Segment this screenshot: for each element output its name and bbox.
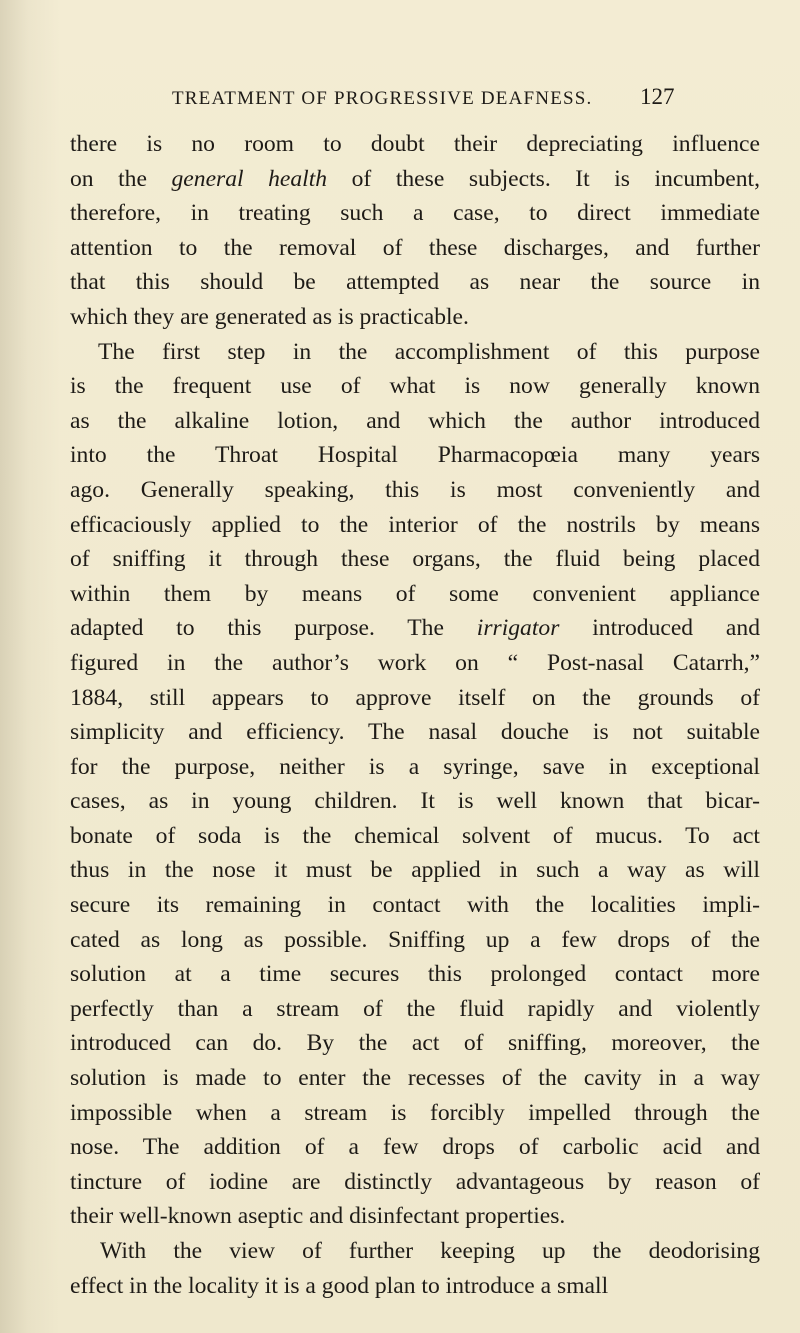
text-segment: their well-known aseptic and disinfectant properties.: [70, 1203, 566, 1230]
body-text: [70, 127, 760, 1303]
text-line: [70, 1026, 760, 1061]
text-segment: effect in the locality it is a good plan to introduce a small: [70, 1272, 609, 1299]
text-line: [70, 1199, 760, 1234]
text-line: [70, 1096, 760, 1131]
text-line: [70, 196, 760, 231]
text-segment: of sniffing it through these organs, the fluid being placed: [70, 546, 760, 573]
text-line: [70, 335, 760, 370]
text-line: [70, 1061, 760, 1096]
running-title: TREATMENT OF PROGRESSIVE DEAFNESS.: [172, 88, 593, 109]
text-line: [70, 369, 760, 404]
text-segment: thus in the nose it must be applied in such a way as will: [70, 857, 760, 884]
text-line: [70, 542, 760, 577]
text-line: [70, 1234, 760, 1269]
text-segment: efficaciously applied to the interior of the nostrils by means: [70, 511, 760, 538]
text-segment: nose. The addition of a few drops of carbolic acid and: [70, 1134, 760, 1161]
text-segment: perfectly than a stream of the fluid rapidly and violently: [70, 995, 760, 1022]
text-segment: solution is made to enter the recesses of the cavity in a way: [70, 1065, 760, 1092]
text-segment: figured in the author’s work on “ Post-nasal Catarrh,”: [70, 649, 760, 676]
text-segment: that this should be attempted as near the source in: [70, 269, 760, 296]
italic-text: general health: [171, 165, 328, 192]
text-segment: into the Throat Hospital Pharmacopœia many years: [70, 442, 760, 469]
text-segment: for the purpose, neither is a syringe, save in exceptional: [70, 753, 760, 780]
text-line: [70, 127, 760, 162]
text-line: [70, 992, 760, 1027]
page-number: 127: [640, 84, 675, 109]
text-segment: 1884, still appears to approve itself on the grounds of: [70, 684, 760, 711]
running-head: [0, 84, 800, 114]
text-segment: With the view of further keeping up the deodorising: [100, 1238, 760, 1264]
text-segment: there is no room to doubt their depreciating influence: [70, 131, 760, 157]
text-line: [70, 300, 760, 335]
text-segment: therefore, in treating such a case, to direct immediate: [70, 200, 760, 227]
text-segment: within them by means of some convenient appliance: [70, 580, 760, 607]
text-segment: introduced and: [559, 615, 760, 642]
text-segment: introduced can do. By the act of sniffing, moreover, the: [70, 1030, 760, 1057]
text-segment: The first step in the accomplishment of this purpose: [98, 338, 760, 365]
text-segment: bonate of soda is the chemical solvent of mucus. To act: [70, 822, 760, 849]
text-line: [70, 888, 760, 923]
text-line: [70, 784, 760, 819]
text-line: [70, 681, 760, 716]
text-line: [70, 473, 760, 508]
text-line: [70, 1269, 760, 1304]
text-line: [70, 750, 760, 785]
text-line: [70, 715, 760, 750]
text-segment: of these subjects. It is incumbent,: [327, 165, 761, 192]
text-line: [70, 1165, 760, 1200]
text-segment: attention to the removal of these discharges, and further: [70, 234, 760, 261]
text-segment: adapted to this purpose. The: [70, 615, 477, 642]
text-line: [70, 162, 760, 197]
text-segment: as the alkaline lotion, and which the author introduced: [70, 407, 760, 434]
text-segment: ago. Generally speaking, this is most conveniently and: [70, 476, 760, 503]
text-line: [70, 577, 760, 612]
italic-text: irrigator: [476, 615, 560, 642]
text-line: [70, 957, 760, 992]
text-line: [70, 508, 760, 543]
text-line: [70, 853, 760, 888]
text-line: [70, 923, 760, 958]
text-line: [70, 1130, 760, 1165]
text-line: [70, 265, 760, 300]
text-segment: which they are generated as is practicable.: [70, 303, 469, 330]
text-segment: tincture of iodine are distinctly advantageous by reason of: [70, 1168, 760, 1195]
text-line: [70, 819, 760, 854]
text-segment: is the frequent use of what is now generally known: [70, 373, 760, 400]
text-segment: cated as long as possible. Sniffing up a few drops of the: [70, 926, 760, 953]
text-segment: cases, as in young children. It is well known that bicar-: [70, 788, 760, 815]
text-segment: solution at a time secures this prolonged contact more: [70, 961, 760, 988]
text-line: [70, 231, 760, 266]
text-line: [70, 611, 760, 646]
text-segment: simplicity and efficiency. The nasal douche is not suitable: [70, 719, 760, 746]
text-line: [70, 404, 760, 439]
text-line: [70, 646, 760, 681]
text-line: [70, 438, 760, 473]
text-segment: secure its remaining in contact with the localities impli-: [70, 892, 760, 919]
text-segment: impossible when a stream is forcibly impelled through the: [70, 1099, 760, 1126]
text-segment: on the: [70, 165, 172, 192]
